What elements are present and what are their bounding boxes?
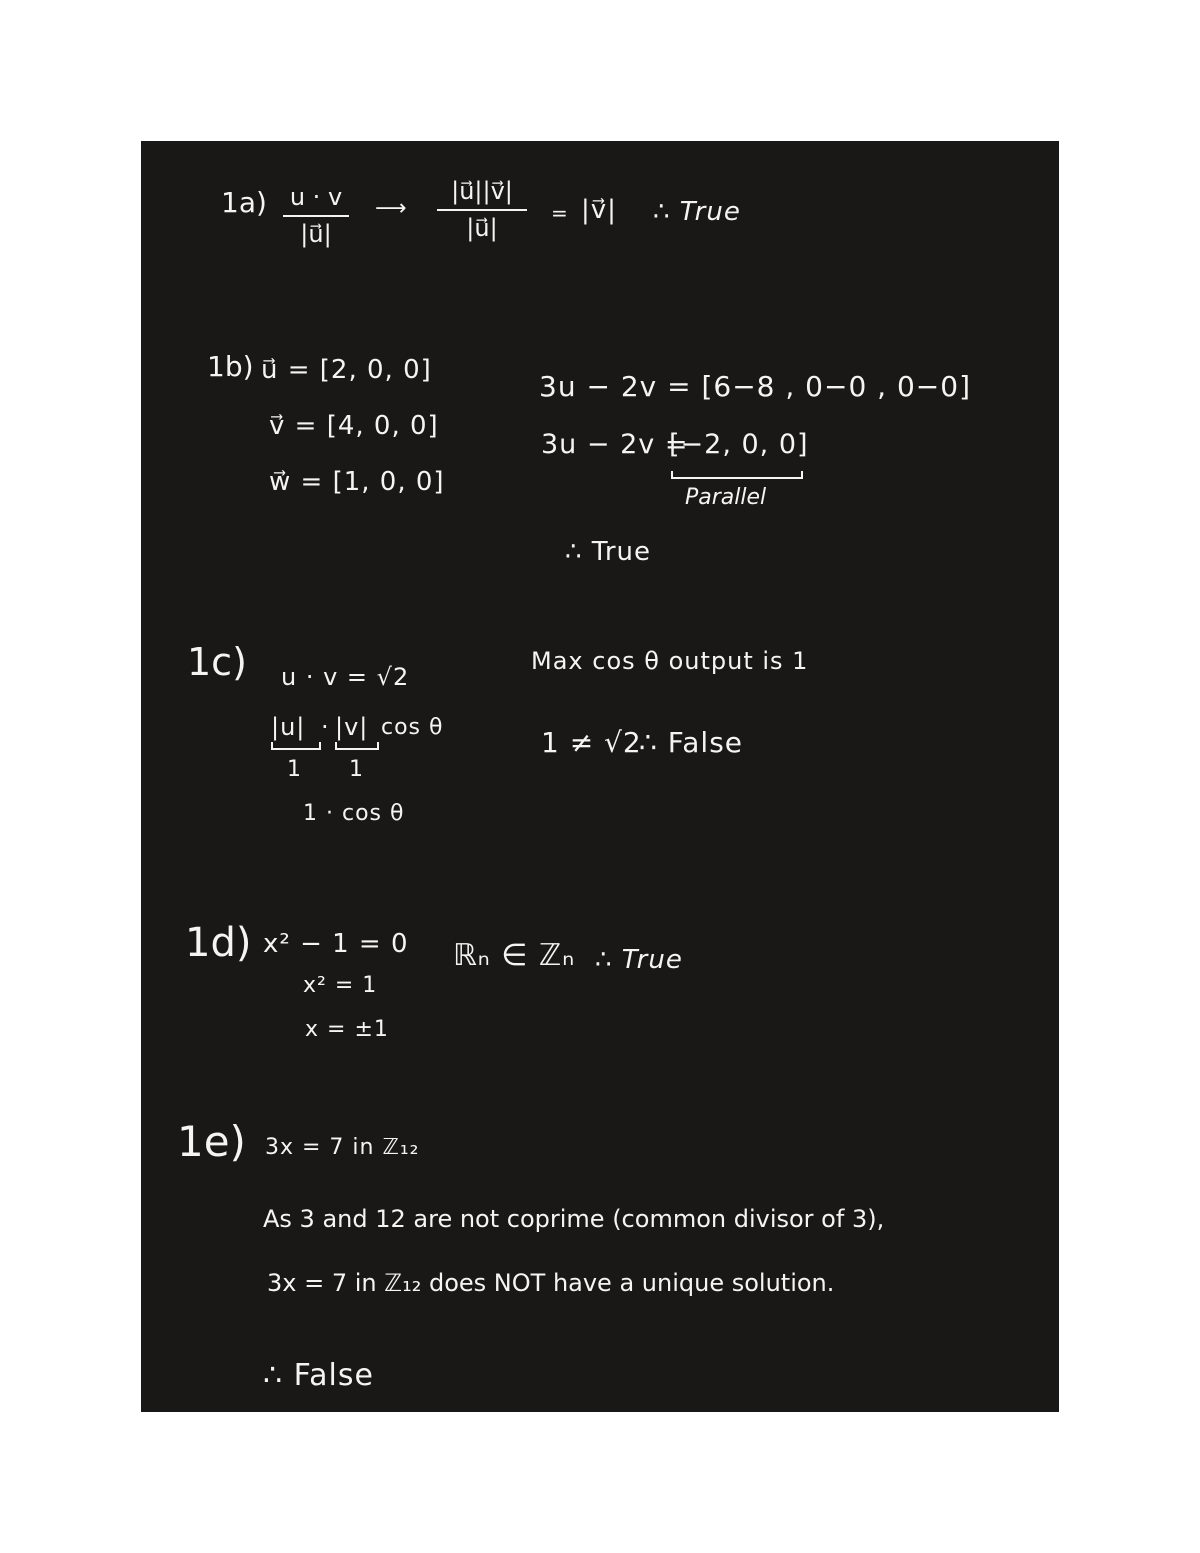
equation-1b-line2-vector: [−2, 0, 0]: [669, 429, 809, 460]
fraction-1a-second-numerator: |u⃗||v⃗|: [451, 177, 513, 205]
equation-1d-line2: x² = 1: [303, 973, 378, 998]
equals-sign: =: [551, 201, 569, 225]
handwritten-notes-board: [141, 141, 1059, 1412]
magnitude-v: |v|: [335, 713, 369, 741]
fraction-bar: [437, 209, 527, 211]
problem-1e-label: 1e): [177, 1117, 246, 1166]
problem-1d-label: 1d): [185, 920, 252, 966]
problem-1c-label: 1c): [187, 640, 247, 684]
magnitude-u: |u|: [271, 713, 306, 741]
cos-theta: cos θ: [381, 715, 444, 740]
fraction-bar: [283, 215, 349, 217]
statement-1d: ℝₙ ∈ ℤₙ: [453, 938, 576, 973]
equation-1e-line1: 3x = 7 in ℤ₁₂: [265, 1135, 420, 1160]
vector-u: u⃗ = [2, 0, 0]: [261, 355, 432, 385]
conclusion-1a: ∴ True: [653, 197, 741, 227]
equation-1c-line1: u · v = √2: [281, 663, 410, 691]
implies-arrow: ⟶: [375, 196, 408, 221]
vector-w: w⃗ = [1, 0, 0]: [269, 467, 445, 497]
equation-1c-line3: 1 · cos θ: [303, 801, 405, 826]
brace-value-2: 1: [349, 757, 363, 782]
problem-1a-label: 1a): [221, 186, 267, 219]
parallel-label: Parallel: [685, 485, 767, 510]
inequality-1c: 1 ≠ √2: [541, 726, 642, 759]
dot-operator: ·: [321, 713, 330, 741]
fraction-1a-second: [437, 177, 527, 243]
equation-1d-line3: x = ±1: [305, 1017, 389, 1042]
explanation-1e-line2: 3x = 7 in ℤ₁₂ does NOT have a unique solution.: [267, 1269, 835, 1297]
conclusion-1c: ∴ False: [639, 726, 744, 759]
conclusion-1b: ∴ True: [565, 537, 652, 567]
problem-1b-label: 1b): [207, 350, 254, 383]
fraction-1a-first-numerator: u · v: [289, 183, 343, 211]
result-1a: |v⃗|: [581, 195, 617, 225]
fraction-1a-second-denominator: |u⃗|: [466, 213, 498, 242]
note-1c: Max cos θ output is 1: [531, 647, 809, 675]
explanation-1e-line1: As 3 and 12 are not coprime (common divisor of 3),: [263, 1205, 885, 1233]
conclusion-1d: ∴ True: [595, 945, 683, 975]
fraction-1a-first-denominator: |u⃗|: [300, 219, 332, 248]
brace-value-1: 1: [287, 757, 301, 782]
equation-1b-line2-lhs: 3u − 2v =: [541, 429, 689, 460]
equation-1b-line1: 3u − 2v = [6−8 , 0−0 , 0−0]: [539, 370, 971, 403]
equation-1d-line1: x² − 1 = 0: [263, 929, 409, 959]
conclusion-1e: ∴ False: [263, 1358, 374, 1393]
underbrace: [671, 471, 803, 479]
vector-v: v⃗ = [4, 0, 0]: [269, 411, 439, 441]
underbrace: [335, 742, 379, 750]
fraction-1a-first: [283, 183, 349, 249]
underbrace: [271, 742, 321, 750]
